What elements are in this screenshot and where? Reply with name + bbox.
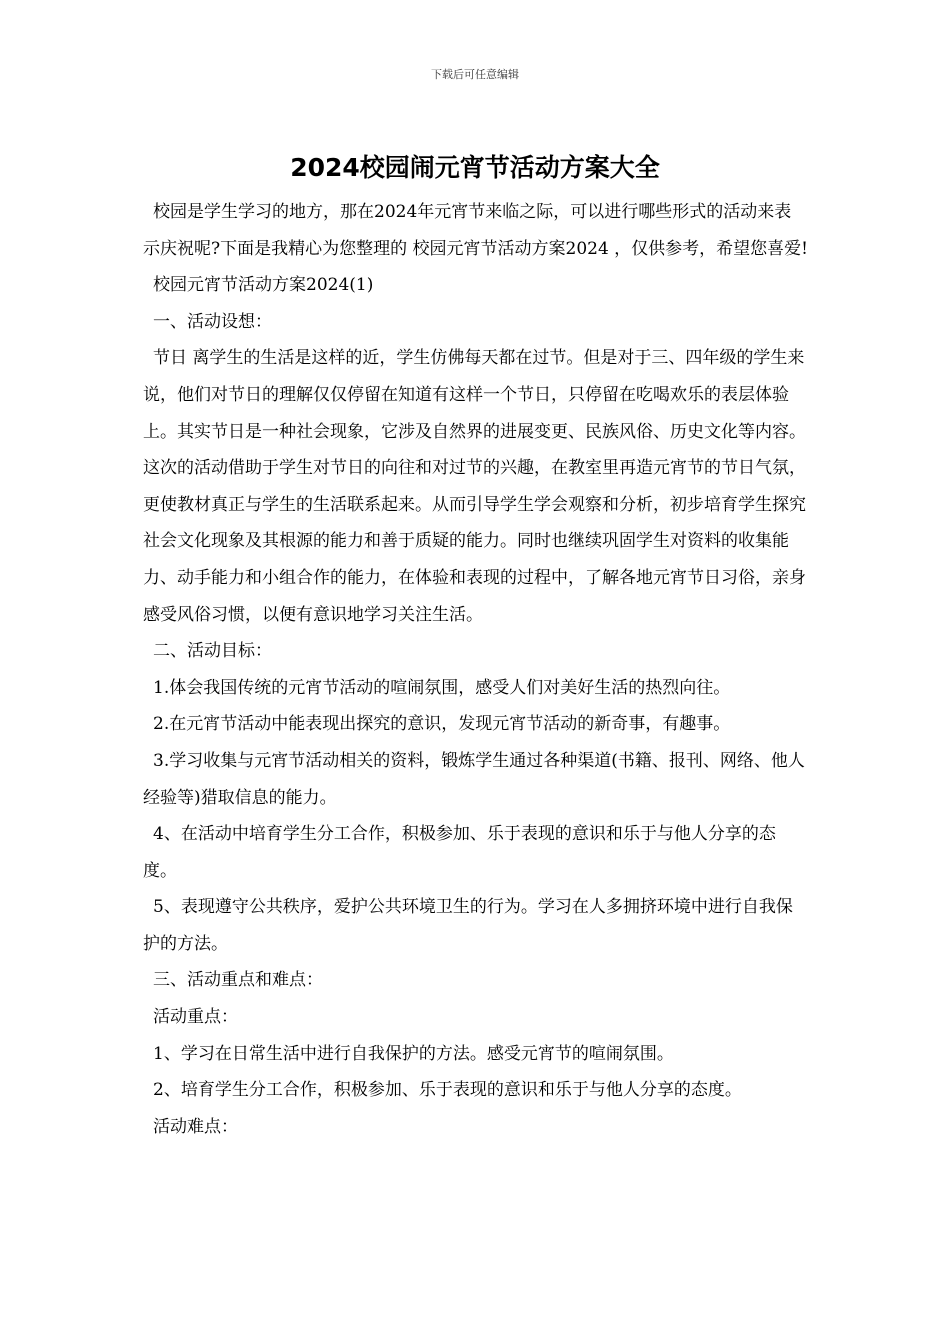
goal-item-5: 5、表现遵守公共秩序，爱护公共环境卫生的行为。学习在人多拥挤环境中进行自我保护的方法。 (143, 897, 793, 954)
document-title: 2024校园闹元宵节活动方案大全 (290, 153, 660, 182)
goal-item-4: 4、在活动中培育学生分工合作，积极参加、乐于表现的意识和乐于与他人分享的态度。 (143, 824, 776, 881)
key-points-label: 活动重点： (153, 1007, 238, 1028)
section2-heading: 二、活动目标： (153, 641, 272, 662)
intro-paragraph: 校园是学生学习的地方，那在2024年元宵节来临之际，可以进行哪些形式的活动来表示庆祝呢?下面是我精心为您整理的 校园元宵节活动方案2024 ，仅供参考，希望您喜爱! (143, 202, 809, 259)
section1-heading: 一、活动设想： (153, 311, 272, 332)
goal-item-1: 1.体会我国传统的元宵节活动的喧闹氛围，感受人们对美好生活的热烈向往。 (153, 677, 731, 698)
section1-paragraph: 节日 离学生的生活是这样的近，学生仿佛每天都在过节。但是对于三、四年级的学生来说，他们对节日的理解仅仅停留在知道有这样一个节日，只停留在吃喝欢乐的表层体验上。其实节日是一种社会现象，它涉及自然界的进展变更、民族风俗、历史文化等内容。这次的活动借助于学生对节日的向往和对过节的兴趣，在教室里再造元宵节的节日气氛，更使教材真正与学生的生活联系起来。从而引导学生学会观察和分析，初步培育学生探究社会文化现象及其根源的能力和善于质疑的能力。同时也继续巩固学生对资料的收集能力、动手能力和小组合作的能力，在体验和表现的过程中，了解各地元宵节日习俗，亲身感受风俗习惯，以便有意识地学习关注生活。 (143, 348, 806, 625)
goal-item-3: 3.学习收集与元宵节活动相关的资料，锻炼学生通过各种渠道(书籍、报刊、网络、他人经验等)猎取信息的能力。 (143, 750, 805, 808)
document-body (143, 194, 808, 1145)
page-header-note: 下载后可任意编辑 (431, 68, 519, 81)
plan-heading: 校园元宵节活动方案2024(1) (153, 275, 374, 296)
goal-item-2: 2.在元宵节活动中能表现出探究的意识，发现元宵节活动的新奇事，有趣事。 (153, 714, 731, 735)
key-point-2: 2、培育学生分工合作，积极参加、乐于表现的意识和乐于与他人分享的态度。 (153, 1080, 742, 1101)
difficulties-label: 活动难点： (153, 1116, 238, 1137)
section3-heading: 三、活动重点和难点： (153, 970, 323, 991)
key-point-1: 1、学习在日常生活中进行自我保护的方法。感受元宵节的喧闹氛围。 (153, 1043, 674, 1064)
